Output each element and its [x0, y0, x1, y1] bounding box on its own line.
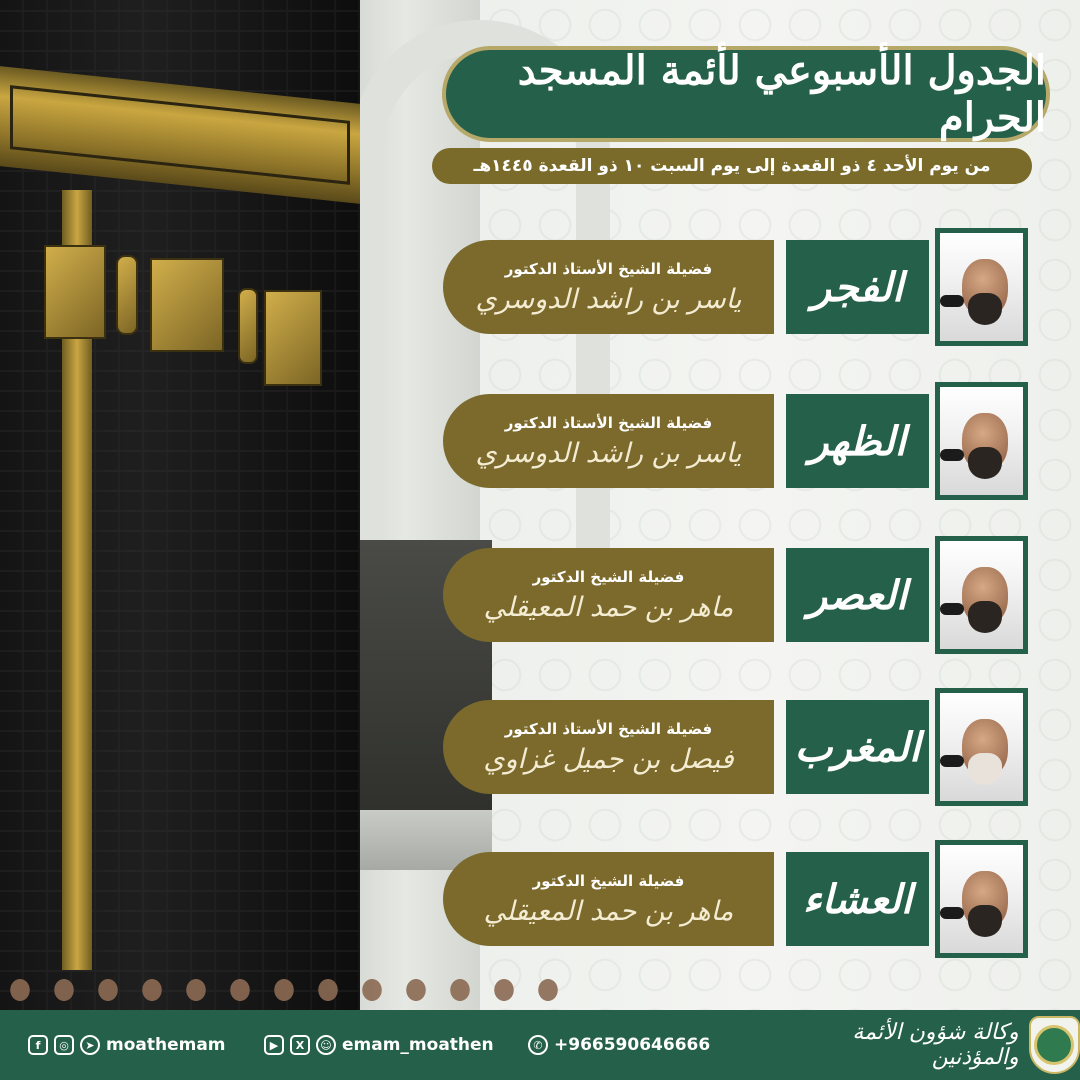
telegram-icon[interactable]: ➤: [80, 1035, 100, 1055]
facebook-icon[interactable]: f: [28, 1035, 48, 1055]
imam-name: فيصل بن جميل غزاوي: [483, 743, 734, 775]
social-group-2: [264, 1035, 494, 1055]
imam-title: فضيلة الشيخ الدكتور: [532, 567, 685, 586]
imam-card: [443, 700, 774, 794]
imam-name: ياسر بن راشد الدوسري: [475, 437, 742, 469]
imam-title: فضيلة الشيخ الدكتور: [532, 871, 685, 890]
imam-name: ماهر بن حمد المعيقلي: [483, 895, 734, 927]
instagram-icon[interactable]: ◎: [54, 1035, 74, 1055]
imam-photo-frame: [935, 382, 1028, 500]
prayer-name: العشاء: [802, 875, 913, 923]
schedule-row-dhuhr: [0, 382, 1080, 502]
imam-title: فضيلة الشيخ الأستاذ الدكتور: [504, 719, 713, 738]
prayer-label-box: [786, 240, 929, 334]
org-logo-icon: [1029, 1016, 1080, 1074]
imam-photo: [940, 541, 1023, 649]
snapchat-icon[interactable]: ☺: [316, 1035, 336, 1055]
prayer-label-box: [786, 852, 929, 946]
imam-title: فضيلة الشيخ الأستاذ الدكتور: [504, 259, 713, 278]
social-handle[interactable]: emam_moathen: [342, 1035, 494, 1055]
imam-photo-frame: [935, 536, 1028, 654]
imam-name: ياسر بن راشد الدوسري: [475, 283, 742, 315]
prayer-name: العصر: [807, 571, 908, 619]
schedule-row-isha: [0, 840, 1080, 960]
imam-title: فضيلة الشيخ الأستاذ الدكتور: [504, 413, 713, 432]
page-title: الجدول الأسبوعي لأئمة المسجد الحرام: [517, 47, 1046, 141]
phone-number[interactable]: +966590646666: [554, 1035, 711, 1055]
date-banner: [432, 148, 1032, 184]
imam-photo: [940, 387, 1023, 495]
imam-card: [443, 548, 774, 642]
schedule-row-maghrib: [0, 688, 1080, 808]
imam-photo-frame: [935, 688, 1028, 806]
imam-card: [443, 852, 774, 946]
org-name: وكالة شؤون الأئمة والمؤذنين: [852, 1020, 1019, 1070]
imam-card: [443, 394, 774, 488]
imam-card: [443, 240, 774, 334]
prayer-label-box: [786, 394, 929, 488]
imam-photo-frame: [935, 228, 1028, 346]
whatsapp-icon[interactable]: ✆: [528, 1035, 548, 1055]
prayer-name: الظهر: [809, 417, 906, 465]
title-banner: [442, 46, 1050, 142]
prayer-label-box: [786, 700, 929, 794]
prayer-label-box: [786, 548, 929, 642]
contact-group: [528, 1035, 710, 1055]
imam-photo-frame: [935, 840, 1028, 958]
youtube-icon[interactable]: ▶: [264, 1035, 284, 1055]
imam-photo: [940, 693, 1023, 801]
social-group-1: [28, 1035, 226, 1055]
prayer-name: المغرب: [794, 723, 921, 771]
x-icon[interactable]: X: [290, 1035, 310, 1055]
prayer-name: الفجر: [811, 263, 904, 311]
date-range: من يوم الأحد ٤ ذو القعدة إلى يوم السبت ١٠ ذو القعدة ١٤٤٥هـ: [473, 156, 991, 176]
crowd: [0, 965, 560, 1010]
footer-bar: [0, 1010, 1080, 1080]
imam-photo: [940, 845, 1023, 953]
schedule-row-fajr: [0, 228, 1080, 348]
social-handle[interactable]: moathemam: [106, 1035, 226, 1055]
org-logo-group: [772, 1016, 1080, 1074]
imam-photo: [940, 233, 1023, 341]
schedule-row-asr: [0, 536, 1080, 656]
imam-name: ماهر بن حمد المعيقلي: [483, 591, 734, 623]
